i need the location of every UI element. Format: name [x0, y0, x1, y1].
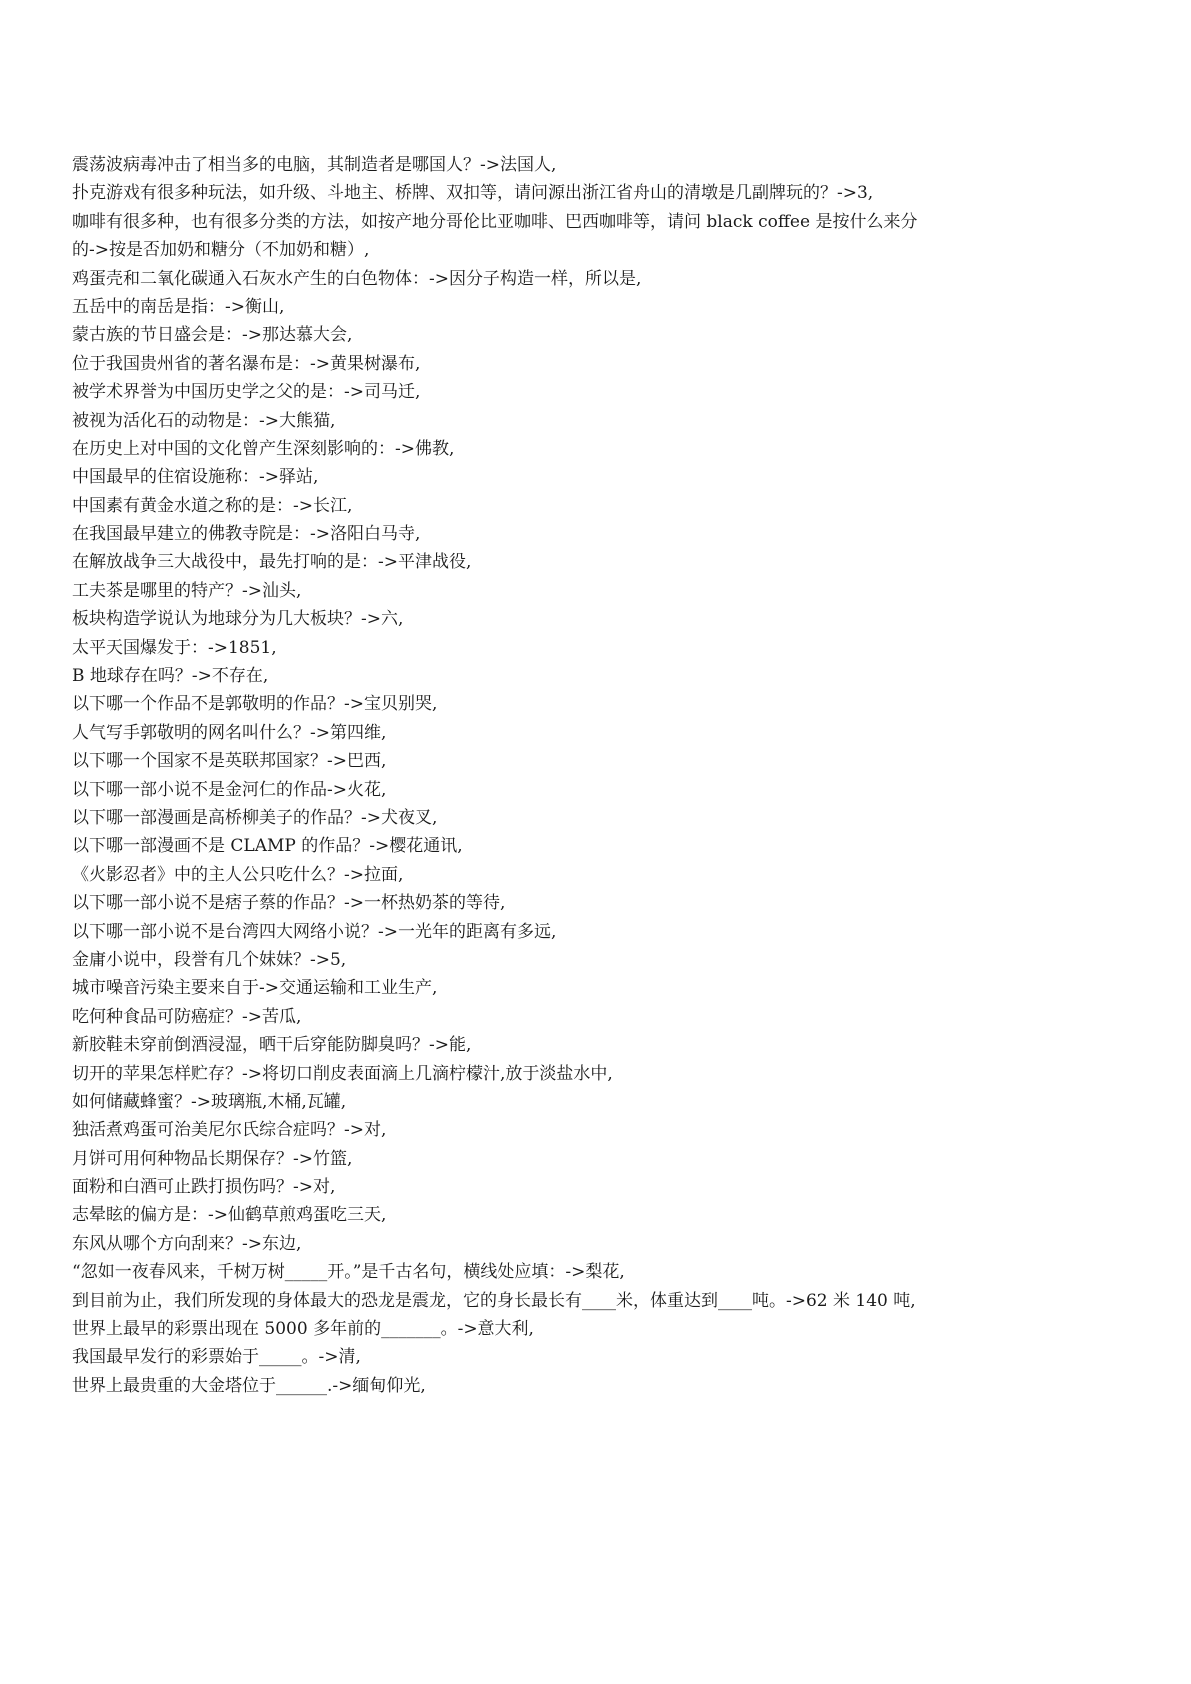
text-line: 《火影忍者》中的主人公只吃什么？->拉面, [72, 864, 404, 885]
text-line: 太平天国爆发于：->1851, [72, 637, 277, 658]
text-line: 蒙古族的节日盛会是：->那达慕大会, [72, 325, 353, 346]
text-line: 以下哪一部漫画是高桥柳美子的作品？->犬夜叉, [72, 807, 438, 828]
text-line: 以下哪一部小说不是痞子蔡的作品？->一杯热奶茶的等待, [72, 893, 506, 914]
text-line: 在历史上对中国的文化曾产生深刻影响的：->佛教, [72, 438, 455, 459]
text-line: 切开的苹果怎样贮存？->将切口削皮表面滴上几滴柠檬汁,放于淡盐水中, [72, 1063, 613, 1084]
text-line: 以下哪一部漫画不是 CLAMP 的作品？->樱花通讯, [72, 836, 463, 857]
text-line: 咖啡有很多种，也有很多分类的方法，如按产地分哥伦比亚咖啡、巴西咖啡等，请问 black coffee 是按什么来分 [72, 211, 918, 232]
text-line: 新胶鞋未穿前倒酒浸湿，晒干后穿能防脚臭吗？->能, [72, 1035, 472, 1056]
text-line: 工夫茶是哪里的特产？->汕头, [72, 580, 302, 601]
text-line: 五岳中的南岳是指：->衡山, [72, 296, 285, 317]
text-line: 以下哪一部小说不是金河仁的作品->火花, [72, 779, 387, 800]
text-line: 被学术界誉为中国历史学之父的是：->司马迁, [72, 382, 421, 403]
text-line: 吃何种食品可防癌症？->苦瓜, [72, 1006, 302, 1027]
text-line: 鸡蛋壳和二氧化碳通入石灰水产生的白色物体：->因分子构造一样，所以是, [72, 268, 642, 289]
text-line: 如何储藏蜂蜜？->玻璃瓶,木桶,瓦罐, [72, 1091, 347, 1112]
text-line: 板块构造学说认为地球分为几大板块？->六, [72, 609, 404, 630]
text-line: 扑克游戏有很多种玩法，如升级、斗地主、桥牌、双扣等，请问源出浙江省舟山的清墩是几副牌玩的？->3, [72, 183, 874, 204]
text-line: 在我国最早建立的佛教寺院是：->洛阳白马寺, [72, 524, 421, 545]
text-line: 以下哪一部小说不是台湾四大网络小说？->一光年的距离有多远, [72, 921, 557, 942]
text-line: 人气写手郭敬明的网名叫什么？->第四维, [72, 722, 387, 743]
text-line: 面粉和白酒可止跌打损伤吗？->对, [72, 1177, 336, 1198]
text-line: 世界上最早的彩票出现在 5000 多年前的_______。->意大利, [72, 1319, 534, 1340]
text-line: 中国最早的住宿设施称：->驿站, [72, 467, 319, 488]
text-line: 以下哪一个国家不是英联邦国家？->巴西, [72, 751, 387, 772]
text-line: 独活煮鸡蛋可治美尼尔氏综合症吗？->对, [72, 1120, 387, 1141]
text-line: 我国最早发行的彩票始于_____。->清, [72, 1347, 361, 1368]
text-line: 位于我国贵州省的著名瀑布是：->黄果树瀑布, [72, 353, 421, 374]
text-line: B 地球存在吗？->不存在, [72, 666, 269, 687]
text-line: 震荡波病毒冲击了相当多的电脑，其制造者是哪国人？->法国人, [72, 155, 557, 175]
text-line: 志晕眩的偏方是：->仙鹤草煎鸡蛋吃三天, [72, 1205, 387, 1226]
text-line: 以下哪一个作品不是郭敬明的作品？->宝贝别哭, [72, 694, 438, 715]
text-line: 被视为活化石的动物是：->大熊猫, [72, 410, 336, 431]
text-line: 月饼可用何种物品长期保存？->竹篮, [72, 1148, 353, 1169]
text-line: 世界上最贵重的大金塔位于______.->缅甸仰光, [72, 1375, 426, 1396]
text-line: 城市噪音污染主要来自于->交通运输和工业生产, [72, 978, 438, 999]
text-line: 到目前为止，我们所发现的身体最大的恐龙是震龙，它的身长最长有____米，体重达到____吨。->62 米 140 吨, [72, 1290, 916, 1311]
text-line: 的->按是否加奶和糖分（不加奶和糖）, [72, 240, 370, 261]
text-line: “忽如一夜春风来，千树万树_____开。”是千古名句，横线处应填：->梨花, [72, 1262, 625, 1283]
text-line: 东风从哪个方向刮来？->东边, [72, 1233, 302, 1254]
text-line: 金庸小说中，段誉有几个妹妹？->5, [72, 949, 347, 970]
text-line: 中国素有黄金水道之称的是：->长江, [72, 495, 353, 516]
quiz-text-block [72, 151, 1122, 1400]
text-line: 在解放战争三大战役中，最先打响的是：->平津战役, [72, 552, 472, 573]
